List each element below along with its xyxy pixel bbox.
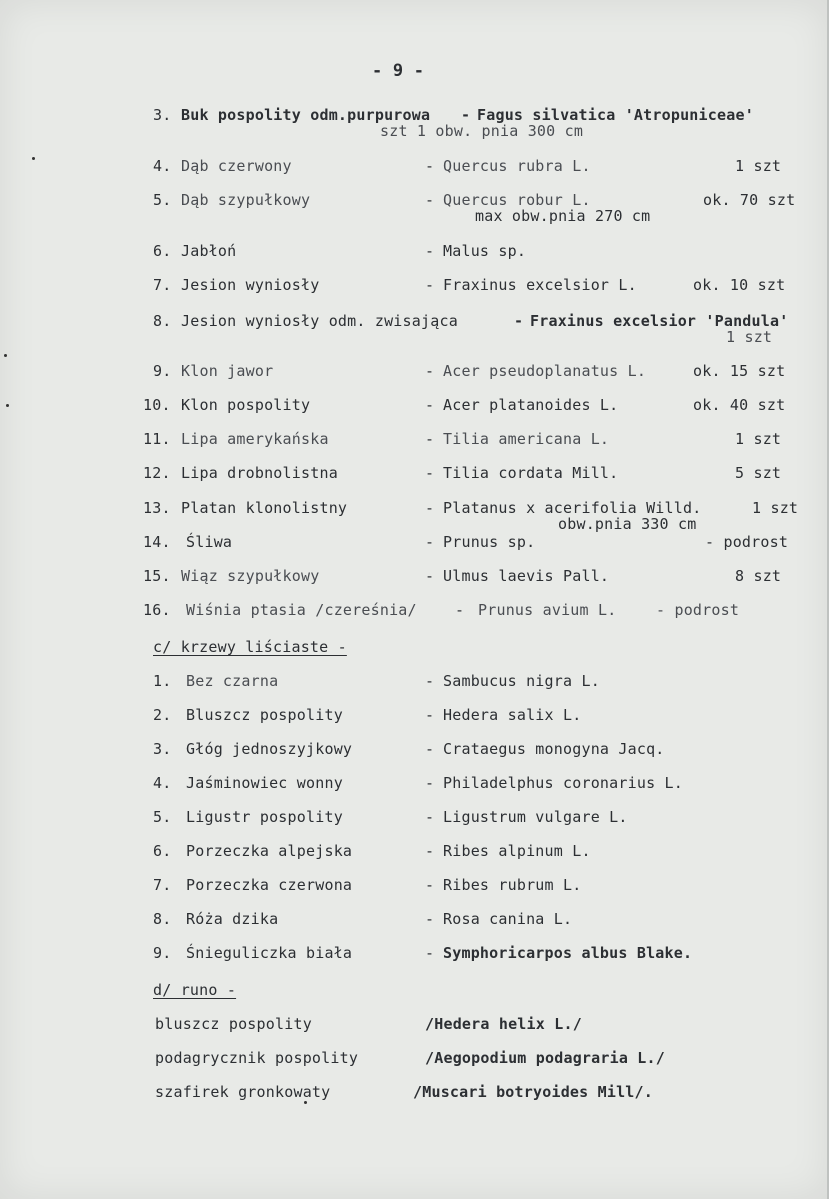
quantity: ok. 40 szt — [693, 396, 786, 414]
species-name: Jaśminowiec wonny — [186, 774, 343, 792]
species-name: Jesion wyniosły — [181, 276, 320, 294]
species-note: obw.pnia 330 cm — [558, 515, 697, 533]
species-name: Jesion wyniosły odm. zwisająca — [181, 312, 458, 330]
quantity: 8 szt — [735, 567, 782, 585]
dash: - — [425, 706, 435, 724]
species-name: Bez czarna — [186, 672, 279, 690]
scan-speck — [6, 404, 9, 407]
dash: - — [425, 910, 435, 928]
latin-name: Ribes rubrum L. — [443, 876, 582, 894]
list-number: 8. — [153, 910, 172, 928]
species-name: Dąb szypułkowy — [181, 191, 311, 209]
latin-name: /Aegopodium podagraria L./ — [425, 1049, 665, 1067]
list-number: 1. — [153, 672, 172, 690]
species-name: Klon jawor — [181, 362, 274, 380]
latin-name: Acer pseudoplanatus L. — [443, 362, 647, 380]
latin-name: Prunus avium L. — [478, 601, 617, 619]
quantity: ok. 70 szt — [703, 191, 796, 209]
dash: - — [425, 499, 435, 517]
list-number: 15. — [143, 567, 171, 585]
list-number: 7. — [153, 276, 172, 294]
latin-name: Rosa canina L. — [443, 910, 573, 928]
dash: - — [425, 876, 435, 894]
dash: - — [455, 601, 465, 619]
species-name: Klon pospolity — [181, 396, 311, 414]
latin-name: Fagus silvatica 'Atropuniceae' — [477, 106, 754, 124]
list-number: 14. — [143, 533, 171, 551]
species-name: Wiśnia ptasia /czereśnia/ — [186, 601, 417, 619]
list-number: 9. — [153, 944, 172, 962]
list-number: 9. — [153, 362, 172, 380]
species-name: Śliwa — [186, 533, 233, 551]
species-name: Róża dzika — [186, 910, 279, 928]
list-number: 5. — [153, 808, 172, 826]
species-name: Ligustr pospolity — [186, 808, 343, 826]
latin-name: Crataegus monogyna Jacq. — [443, 740, 665, 758]
list-number: 4. — [153, 774, 172, 792]
latin-name: Quercus robur L. — [443, 191, 591, 209]
species-name: szafirek gronkowaty — [155, 1083, 331, 1101]
latin-name: Philadelphus coronarius L. — [443, 774, 683, 792]
quantity: 1 szt — [752, 499, 799, 517]
latin-name: Ribes alpinum L. — [443, 842, 591, 860]
latin-name: Prunus sp. — [443, 533, 536, 551]
list-number: 16. — [143, 601, 171, 619]
dash: - — [425, 774, 435, 792]
species-name: Wiąz szypułkowy — [181, 567, 320, 585]
list-number: 11. — [143, 430, 171, 448]
dash: - — [425, 276, 435, 294]
quantity: 1 szt — [735, 157, 782, 175]
species-name: Jabłoń — [181, 242, 237, 260]
latin-name: Ligustrum vulgare L. — [443, 808, 628, 826]
quantity: 1 szt — [735, 430, 782, 448]
dash: - — [425, 396, 435, 414]
latin-name: Ulmus laevis Pall. — [443, 567, 610, 585]
quantity: 5 szt — [735, 464, 782, 482]
latin-name: Symphoricarpos albus Blake. — [443, 944, 693, 962]
quantity: - podrost — [705, 533, 789, 551]
quantity: - podrost — [656, 601, 740, 619]
latin-name: Fraxinus excelsior L. — [443, 276, 637, 294]
species-name: bluszcz pospolity — [155, 1015, 312, 1033]
dash: - — [425, 533, 435, 551]
list-number: 5. — [153, 191, 172, 209]
latin-name: /Hedera helix L./ — [425, 1015, 582, 1033]
species-name: Porzeczka alpejska — [186, 842, 353, 860]
scan-speck — [4, 354, 7, 357]
dash: - — [425, 808, 435, 826]
dash: - — [425, 740, 435, 758]
latin-name: Malus sp. — [443, 242, 527, 260]
list-number: 3. — [153, 740, 172, 758]
list-number: 6. — [153, 842, 172, 860]
species-name: Buk pospolity odm.purpurowa — [181, 106, 431, 124]
latin-name: Tilia cordata Mill. — [443, 464, 619, 482]
scan-speck — [304, 1101, 307, 1104]
dash: - — [461, 106, 471, 124]
species-name: Porzeczka czerwona — [186, 876, 353, 894]
species-name: Lipa drobnolistna — [181, 464, 338, 482]
quantity: ok. 10 szt — [693, 276, 786, 294]
dash: - — [425, 842, 435, 860]
dash: - — [425, 362, 435, 380]
species-note: max obw.pnia 270 cm — [475, 207, 651, 225]
dash: - — [425, 430, 435, 448]
dash: - — [425, 191, 435, 209]
list-number: 12. — [143, 464, 171, 482]
page-number: - 9 - — [372, 61, 425, 81]
dash: - — [425, 672, 435, 690]
latin-name: Fraxinus excelsior 'Pandula' — [530, 312, 789, 330]
latin-name: Acer platanoides L. — [443, 396, 619, 414]
quantity: ok. 15 szt — [693, 362, 786, 380]
list-number: 8. — [153, 312, 172, 330]
species-name: Platan klonolistny — [181, 499, 348, 517]
list-number: 4. — [153, 157, 172, 175]
list-number: 6. — [153, 242, 172, 260]
species-name: podagrycznik pospolity — [155, 1049, 359, 1067]
species-note: szt 1 obw. pnia 300 cm — [380, 122, 584, 140]
dash: - — [425, 242, 435, 260]
species-name: Bluszcz pospolity — [186, 706, 343, 724]
species-name: Lipa amerykańska — [181, 430, 329, 448]
section-heading-shrubs: c/ krzewy liściaste - — [153, 638, 347, 656]
latin-name: Platanus x acerifolia Willd. — [443, 499, 702, 517]
dash: - — [425, 944, 435, 962]
list-number: 3. — [153, 106, 172, 124]
scan-speck — [32, 157, 35, 160]
list-number: 2. — [153, 706, 172, 724]
section-heading-groundcover: d/ runo - — [153, 981, 237, 999]
latin-name: Hedera salix L. — [443, 706, 582, 724]
dash: - — [425, 464, 435, 482]
species-name: Dąb czerwony — [181, 157, 292, 175]
latin-name: Sambucus nigra L. — [443, 672, 600, 690]
species-name: Śnieguliczka biała — [186, 944, 353, 962]
quantity: 1 szt — [726, 328, 773, 346]
species-name: Głóg jednoszyjkowy — [186, 740, 353, 758]
dash: - — [425, 567, 435, 585]
list-number: 13. — [143, 499, 171, 517]
list-number: 7. — [153, 876, 172, 894]
latin-name: Quercus rubra L. — [443, 157, 591, 175]
list-number: 10. — [143, 396, 171, 414]
dash: - — [425, 157, 435, 175]
latin-name: /Muscari botryoides Mill/. — [413, 1083, 653, 1101]
dash: - — [514, 312, 524, 330]
latin-name: Tilia americana L. — [443, 430, 610, 448]
